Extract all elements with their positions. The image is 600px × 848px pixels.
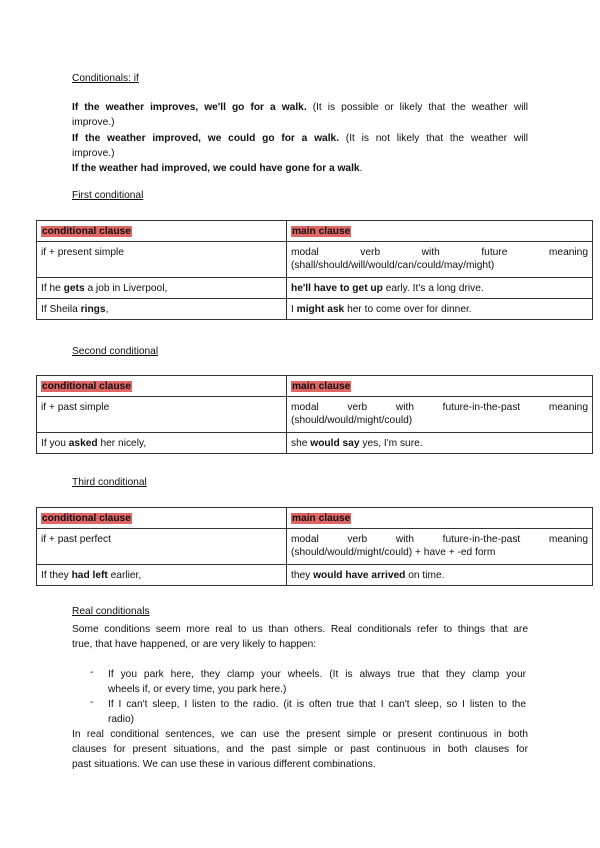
header-conditional-clause: conditional clause: [42, 226, 131, 237]
table-row: [37, 397, 593, 433]
header-conditional-clause: conditional clause: [42, 381, 131, 392]
table-cell: she would say yes, I'm sure.: [287, 433, 593, 454]
third-conditional-heading: Third conditional: [72, 477, 147, 488]
bullet-1-line-1: If you park here, they clamp your wheels. (It is always true that they clamp your: [108, 669, 526, 680]
table-row: [37, 278, 593, 299]
table-cell: he'll have to get up early. It's a long drive.: [287, 278, 593, 299]
intro-line-4: improve.): [72, 148, 115, 159]
header-main-clause: main clause: [292, 226, 351, 237]
real-paragraph-2-line-2: clauses for present situations, and the past simple or past continuous in both clauses for: [72, 744, 528, 755]
table-cell: modal verb with future-in-the-past meaning (should/would/might/could) + have + -ed form: [287, 529, 593, 565]
table-cell: they would have arrived on time.: [287, 565, 593, 586]
table-cell: modal verb with future meaning (shall/should/will/would/can/could/may/might): [287, 242, 593, 278]
table-row: [37, 565, 593, 586]
table-cell: I might ask her to come over for dinner.: [287, 299, 593, 320]
first-conditional-table: [36, 220, 593, 320]
real-paragraph-2-line-3: past situations. We can use these in various different combinations.: [72, 759, 376, 770]
intro-explain-1: (It is possible or likely that the weather will: [306, 102, 528, 113]
second-conditional-heading: Second conditional: [72, 346, 159, 357]
intro-explain-2: (It is not likely that the weather will: [339, 133, 528, 144]
header-main-clause: main clause: [292, 381, 351, 392]
intro-example-2: If the weather improved, we could go for a walk.: [72, 133, 340, 144]
bullet-dash: -: [90, 667, 94, 678]
table-header-row: [37, 508, 593, 529]
table-header-row: [37, 221, 593, 242]
table-cell: modal verb with future-in-the-past meaning (should/would/might/could): [287, 397, 593, 433]
bullet-2-line-2: radio): [108, 714, 135, 725]
third-conditional-table: [36, 507, 593, 586]
intro-line-5: If the weather had improved, we could have gone for a walk.: [72, 163, 363, 174]
intro-line-3: [72, 131, 528, 146]
table-row: [37, 299, 593, 320]
table-row: [37, 529, 593, 565]
table-header-row: [37, 376, 593, 397]
intro-example-3: If the weather had improved, we could have gone for a walk: [72, 163, 360, 174]
table-cell: if + present simple: [37, 242, 287, 278]
table-row: [37, 433, 593, 454]
intro-line-2: improve.): [72, 117, 115, 128]
table-cell: if + past simple: [37, 397, 287, 433]
intro-example-1: If the weather improves, we'll go for a walk.: [72, 102, 307, 113]
real-paragraph-1-line-2: true, that have happened, or are very likely to happen:: [72, 639, 317, 650]
intro-line-1: [72, 100, 528, 115]
table-cell: If you asked her nicely,: [37, 433, 287, 454]
second-conditional-table: [36, 375, 593, 454]
bullet-2-line-1: If I can't sleep, I listen to the radio. (it is often true that I can't sleep, so I listen to the: [108, 699, 526, 710]
table-cell: If they had left earlier,: [37, 565, 287, 586]
real-conditionals-heading: Real conditionals: [72, 606, 150, 617]
table-cell: If he gets a job in Liverpool,: [37, 278, 287, 299]
real-paragraph-1-line-1: Some conditions seem more real to us than others. Real conditionals refer to things that are: [72, 624, 528, 635]
bullet-1-line-2: wheels if, or every time, you park here.): [108, 684, 287, 695]
table-cell: if + past perfect: [37, 529, 287, 565]
table-row: [37, 242, 593, 278]
page-title: Conditionals: if: [72, 73, 139, 84]
header-conditional-clause: conditional clause: [42, 513, 131, 524]
header-main-clause: main clause: [292, 513, 351, 524]
first-conditional-heading: First conditional: [72, 190, 144, 201]
bullet-dash: -: [90, 697, 94, 708]
real-paragraph-2-line-1: In real conditional sentences, we can use the present simple or present continuous in both: [72, 729, 528, 740]
table-cell: If Sheila rings,: [37, 299, 287, 320]
